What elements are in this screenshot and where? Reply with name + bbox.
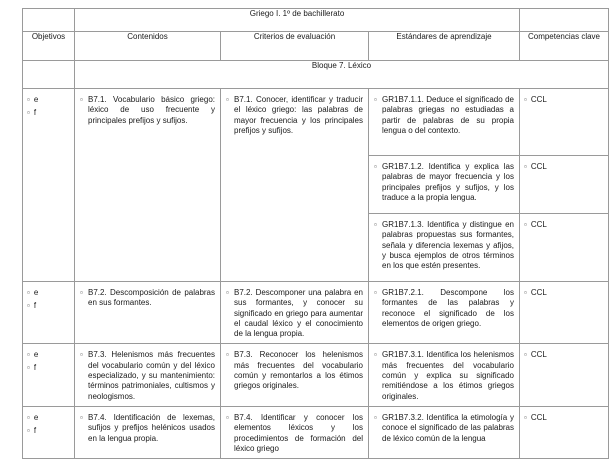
- bullet-icon: ▫: [374, 412, 377, 422]
- header-estandares: Estándares de aprendizaje: [369, 32, 520, 61]
- bullet-icon: ▫: [27, 350, 30, 360]
- curriculum-table: [22, 8, 609, 459]
- competencia-cell: ▫ CCL: [520, 89, 609, 156]
- bullet-icon: ▫: [27, 301, 30, 310]
- bullet-icon: ▫: [374, 350, 377, 360]
- bullet-icon: ▫: [80, 350, 83, 360]
- estandar-cell: ▫ GR1B7.3.1. Identifica los helenismos más frecuentes del vocabulario común y explica su significado remitiéndose a los étimos griegos originales.: [369, 344, 520, 406]
- bullet-icon: ▫: [27, 95, 30, 104]
- objetivos-cell: ▫ e ▫ f: [23, 344, 75, 406]
- header-objetivos: Objetivos: [23, 32, 75, 61]
- bloque-blank-left: [23, 61, 75, 89]
- contenido-cell: ▫ B7.4. Identificación de lexemas, sufijos y prefijos helénicos usados en la lengua propia.: [75, 406, 221, 458]
- competencia-cell: ▫ CCL: [520, 344, 609, 406]
- corner-cell-right: [520, 9, 609, 32]
- bullet-icon: ▫: [374, 220, 377, 229]
- criterio-cell: ▫ B7.3. Reconocer los helenismos más frecuentes del vocabulario común y remontarlos a los étimos griegos originales.: [221, 344, 369, 406]
- bloque-title: Bloque 7. Léxico: [75, 61, 609, 89]
- bullet-icon: ▫: [524, 412, 527, 422]
- estandar-cell: ▫ GR1B7.3.2. Identifica la etimología y conoce el significado de las palabras de léxico común de la lengua: [369, 406, 520, 458]
- competencia-cell: ▫ CCL: [520, 406, 609, 458]
- estandar-cell: ▫ GR1B7.1.2. Identifica y explica las palabras de mayor frecuencia y los principales prefijos y sufijos, y los traduce a la propia lengua.: [369, 156, 520, 214]
- bullet-icon: ▫: [27, 288, 30, 297]
- bullet-icon: ▫: [374, 162, 377, 171]
- table-row: [23, 344, 609, 406]
- table-row: [23, 406, 609, 458]
- table-row: [23, 89, 609, 156]
- estandar-cell: ▫ GR1B7.1.1. Deduce el significado de palabras griegas no estudiadas a partir de palabras de su propia lengua o del contexto.: [369, 89, 520, 156]
- bullet-icon: ▫: [524, 162, 527, 171]
- objetivos-cell: ▫ e ▫ f: [23, 89, 75, 282]
- contenido-cell: ▫ B7.3. Helenismos más frecuentes del vocabulario común y del léxico especializado, y su mantenimiento: términos patrimoniales, cultismos y neologismos.: [75, 344, 221, 406]
- objetivos-cell: ▫ e ▫ f: [23, 282, 75, 344]
- bullet-icon: ▫: [524, 288, 527, 297]
- table-title: Griego I. 1º de bachillerato: [75, 9, 520, 32]
- header-criterios: Criterios de evaluación: [221, 32, 369, 61]
- bullet-icon: ▫: [524, 220, 527, 229]
- bullet-icon: ▫: [27, 108, 30, 117]
- criterio-cell: ▫ B7.1. Conocer, identificar y traducir el léxico griego: las palabras de mayor frecuencia y los principales prefijos y sufijos.: [221, 89, 369, 282]
- bullet-icon: ▫: [226, 288, 229, 297]
- table-row: [23, 282, 609, 344]
- criterio-cell: ▫ B7.2. Descomponer una palabra en sus formantes, y conocer su significado en griego para aumentar el caudal léxico y el conocimiento de la lengua propia.: [221, 282, 369, 344]
- bullet-icon: ▫: [226, 350, 229, 360]
- competencia-cell: ▫ CCL: [520, 214, 609, 282]
- contenido-cell: ▫ B7.1. Vocabulario básico griego: léxico de uso frecuente y principales prefijos y sufijos.: [75, 89, 221, 282]
- bullet-icon: ▫: [374, 288, 377, 297]
- corner-cell: [23, 9, 75, 32]
- bullet-icon: ▫: [524, 350, 527, 360]
- bullet-icon: ▫: [226, 95, 229, 104]
- estandar-cell: ▫ GR1B7.2.1. Descompone los formantes de las palabras y reconoce el significado de los elementos de origen griego.: [369, 282, 520, 344]
- header-competencias: Competencias clave: [520, 32, 609, 61]
- competencia-cell: ▫ CCL: [520, 156, 609, 214]
- bullet-icon: ▫: [80, 412, 83, 422]
- objetivos-cell: ▫ e ▫ f: [23, 406, 75, 458]
- bullet-icon: ▫: [27, 412, 30, 422]
- criterio-cell: ▫ B7.4. Identificar y conocer los elementos léxicos y los procedimientos de formación del léxico griego: [221, 406, 369, 458]
- bullet-icon: ▫: [226, 412, 229, 422]
- bullet-icon: ▫: [27, 425, 30, 435]
- bullet-icon: ▫: [374, 95, 377, 104]
- competencia-cell: ▫ CCL: [520, 282, 609, 344]
- bullet-icon: ▫: [27, 363, 30, 373]
- estandar-cell: ▫ GR1B7.1.3. Identifica y distingue en palabras propuestas sus formantes, señala y diferencia lexemas y afijos, y busca ejemplos de otros términos en los que estén presentes.: [369, 214, 520, 282]
- bullet-icon: ▫: [80, 288, 83, 297]
- contenido-cell: ▫ B7.2. Descomposición de palabras en sus formantes.: [75, 282, 221, 344]
- header-contenidos: Contenidos: [75, 32, 221, 61]
- bullet-icon: ▫: [524, 95, 527, 104]
- bullet-icon: ▫: [80, 95, 83, 104]
